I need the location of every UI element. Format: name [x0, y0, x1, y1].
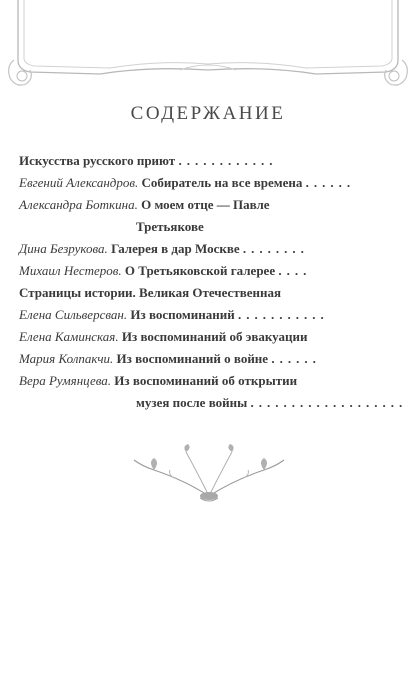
- toc-entry: [19, 260, 386, 282]
- toc-title: Из воспоминаний об эвакуации: [118, 329, 308, 344]
- toc-title: Из воспоминаний о войне: [113, 351, 269, 366]
- toc-leader-dots: ......: [271, 351, 321, 366]
- toc-entry: [19, 172, 386, 194]
- toc-author: Елена Сильверсван.: [19, 307, 128, 322]
- floral-ornament-icon: [124, 440, 294, 504]
- toc-title: Искусства русского приют: [19, 153, 176, 168]
- toc-leader-dots: ........: [242, 241, 309, 256]
- toc-author: Евгений Александров.: [19, 175, 139, 190]
- toc-leader-dots: ......: [305, 175, 356, 190]
- toc-entry-continuation: [19, 392, 408, 414]
- page-title: СОДЕРЖАНИЕ: [130, 103, 286, 124]
- toc-leader-dots: ...................: [250, 395, 408, 410]
- toc-title-continuation: музея после войны: [136, 395, 248, 410]
- toc-title: Из воспоминаний: [127, 307, 235, 322]
- table-of-contents: [19, 150, 408, 414]
- toc-entry: [19, 282, 386, 304]
- toc-author: Дина Безрукова.: [19, 241, 108, 256]
- toc-entry: [19, 150, 386, 172]
- toc-entry: [19, 326, 386, 348]
- toc-title: О моем отце — Павле: [137, 197, 270, 212]
- toc-author: Вера Румянцева.: [19, 373, 112, 388]
- toc-entry: [19, 304, 386, 326]
- toc-title: О Третьяковской галерее: [121, 263, 276, 278]
- toc-entry: [19, 238, 386, 260]
- toc-leader-dots: ............: [178, 153, 278, 168]
- toc-author: Мария Колпакчи.: [19, 351, 114, 366]
- toc-leader-dots: ...........: [237, 307, 329, 322]
- toc-author: Елена Каминская.: [19, 329, 119, 344]
- toc-title: Галерея в дар Москве: [107, 241, 240, 256]
- toc-title: Из воспоминаний об открытии: [111, 373, 298, 388]
- toc-entry: [19, 370, 386, 392]
- toc-entry: [19, 194, 386, 216]
- toc-author: Александра Боткина.: [19, 197, 138, 212]
- toc-title-continuation: Третьякове: [136, 219, 204, 234]
- toc-leader-dots: ....: [278, 263, 312, 278]
- decorative-frame: [0, 0, 416, 92]
- toc-title: Страницы истории. Великая Отечественная: [19, 285, 282, 300]
- toc-title: Собиратель на все времена: [138, 175, 303, 190]
- toc-entry: [19, 348, 386, 370]
- toc-author: Михаил Нестеров.: [19, 263, 122, 278]
- toc-entry-continuation: [19, 216, 386, 238]
